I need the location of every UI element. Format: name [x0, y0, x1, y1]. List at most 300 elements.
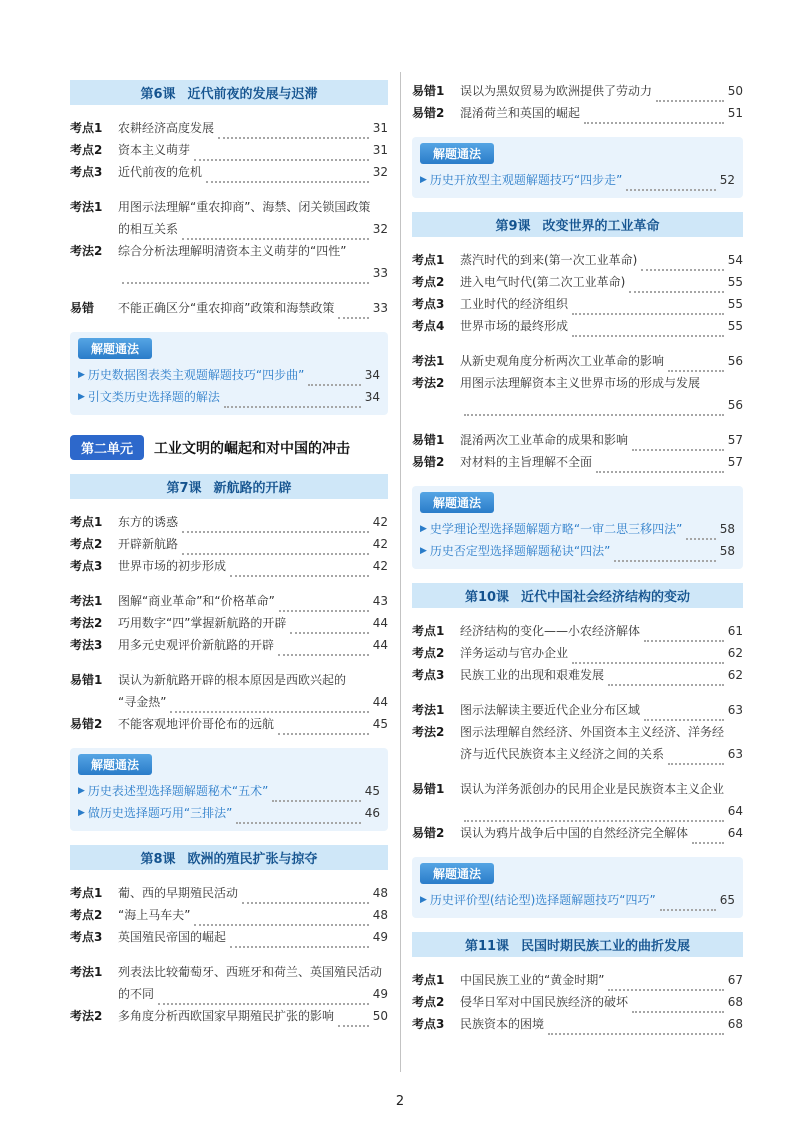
entry-label: 考点2 — [70, 537, 103, 551]
lesson-number: 第9课 — [495, 219, 531, 234]
entry-last-line — [460, 642, 743, 664]
toc-entry — [70, 926, 388, 948]
entry-body — [118, 961, 388, 1005]
entry-page-number: 49 — [372, 987, 388, 1001]
entry-label: 考法1 — [412, 354, 445, 368]
entry-page-number: 61 — [727, 624, 743, 638]
entry-body — [460, 822, 743, 844]
entry-body — [460, 991, 743, 1013]
lesson-header — [70, 845, 388, 870]
entry-last-line — [460, 969, 743, 991]
entry-text: 洋务运动与官办企业 — [460, 646, 569, 660]
entry-last-line — [118, 983, 388, 1005]
entry-body — [460, 620, 743, 642]
entry-group — [412, 620, 743, 686]
entry-last-line — [460, 315, 743, 337]
entry-page-number: 44 — [372, 638, 388, 652]
dot-leader — [218, 123, 369, 139]
tip-page-number: 34 — [364, 390, 380, 404]
toc-entry — [70, 533, 388, 555]
entry-body — [118, 511, 388, 533]
triangle-bullet-icon: ▶ — [78, 808, 85, 818]
entry-last-line — [118, 533, 388, 555]
entry-page-number: 56 — [727, 354, 743, 368]
entry-last-line — [118, 713, 388, 735]
entry-label: 考点3 — [70, 165, 103, 179]
entry-page-number: 42 — [372, 515, 388, 529]
toc-entry — [412, 991, 743, 1013]
entry-page-number: 31 — [372, 143, 388, 157]
dot-leader — [338, 1011, 369, 1027]
entry-last-line — [118, 262, 388, 284]
entry-text: 民族工业的出现和艰难发展 — [460, 668, 605, 682]
dot-leader — [170, 697, 368, 713]
entry-page-number: 48 — [372, 908, 388, 922]
entry-group — [70, 590, 388, 656]
entry-body — [118, 196, 388, 240]
tip-page-number: 58 — [719, 544, 735, 558]
entry-text: 侵华日军对中国民族经济的破坏 — [460, 995, 629, 1009]
entry-last-line — [118, 590, 388, 612]
entry-last-line — [460, 699, 743, 721]
entry-page-number: 42 — [372, 559, 388, 573]
entry-label: 易错2 — [70, 717, 103, 731]
dot-leader — [584, 108, 724, 124]
entry-text: 图示法解读主要近代企业分布区域 — [460, 703, 641, 717]
entry-last-line — [460, 664, 743, 686]
dot-leader — [278, 719, 369, 735]
entry-label: 考法2 — [412, 376, 445, 390]
toc-entry — [412, 664, 743, 686]
entry-body — [460, 80, 743, 102]
entry-page-number: 44 — [372, 616, 388, 630]
entry-label: 易错1 — [412, 84, 445, 98]
entry-last-line — [118, 161, 388, 183]
lesson-number: 第11课 — [464, 939, 510, 954]
dot-leader — [548, 1019, 724, 1035]
toc-entry — [70, 590, 388, 612]
toc-entry — [70, 196, 388, 240]
tip-page-number: 45 — [364, 784, 380, 798]
entry-label: 考点2 — [70, 908, 103, 922]
entry-body — [118, 612, 388, 634]
entry-label: 考法2 — [412, 725, 445, 739]
dot-leader — [632, 435, 724, 451]
tip-text: 引文类历史选择题的解法 — [87, 390, 220, 404]
tip-page-number: 34 — [364, 368, 380, 382]
tip-text: 历史数据图表类主观题解题技巧“四步曲” — [87, 368, 305, 382]
lesson-title: 民国时期民族工业的曲折发展 — [521, 939, 691, 954]
entry-body — [118, 297, 388, 319]
entry-label: 考点3 — [412, 1017, 445, 1031]
entry-text: 巧用数字“四”掌握新航路的开辟 — [118, 616, 287, 630]
lesson-header — [412, 212, 743, 237]
unit-badge: 第二单元 — [70, 435, 144, 460]
dot-leader — [644, 626, 724, 642]
entry-body — [460, 778, 743, 822]
entry-body — [118, 882, 388, 904]
entry-page-number: 43 — [372, 594, 388, 608]
entry-body — [460, 642, 743, 664]
entry-body — [460, 721, 743, 765]
entry-body — [460, 699, 743, 721]
dot-leader — [206, 167, 369, 183]
toc-entry — [412, 969, 743, 991]
toc-entry — [412, 350, 743, 372]
toc-entry — [412, 451, 743, 473]
dot-leader — [242, 888, 369, 904]
entry-group — [412, 699, 743, 765]
toc-entry — [70, 612, 388, 634]
entry-text: 民族资本的困境 — [460, 1017, 545, 1031]
entry-group — [70, 961, 388, 1027]
dot-leader — [182, 224, 369, 240]
tips-badge: 解题通法 — [420, 492, 494, 513]
toc-entry — [70, 139, 388, 161]
entry-text: 不能正确区分“重农抑商”政策和海禁政策 — [118, 301, 335, 315]
toc-entry — [412, 315, 743, 337]
tip-entry — [78, 780, 380, 802]
entry-page-number: 62 — [727, 668, 743, 682]
entry-page-number: 55 — [727, 297, 743, 311]
entry-page-number: 49 — [372, 930, 388, 944]
entry-last-line — [118, 882, 388, 904]
dot-leader — [608, 975, 723, 991]
tip-text: 史学理论型选择题解题方略“一审二思三移四法” — [429, 522, 683, 536]
entry-body — [460, 429, 743, 451]
entry-page-number: 45 — [372, 717, 388, 731]
entry-group — [70, 882, 388, 948]
tip-entry — [78, 386, 380, 408]
toc-columns — [70, 80, 743, 1048]
dot-leader — [230, 561, 369, 577]
dot-leader — [632, 997, 724, 1013]
entry-group — [412, 249, 743, 337]
entry-page-number: 57 — [727, 455, 743, 469]
entry-last-line — [118, 926, 388, 948]
entry-text-line: 列表法比较葡萄牙、西班牙和荷兰、英国殖民活动 — [118, 965, 383, 979]
dot-leader — [279, 596, 369, 612]
entry-text: 图解“商业革命”和“价格革命” — [118, 594, 275, 608]
tips-badge: 解题通法 — [78, 338, 152, 359]
tip-page-number: 65 — [719, 893, 735, 907]
entry-text-line: 误认为新航路开辟的根本原因是西欧兴起的 — [118, 673, 347, 687]
dot-leader — [660, 895, 716, 911]
entry-page-number: 51 — [727, 106, 743, 120]
entry-last-line — [118, 139, 388, 161]
entry-body — [460, 293, 743, 315]
page-number: 2 — [395, 1094, 405, 1109]
entry-last-line — [460, 350, 743, 372]
entry-last-line — [118, 297, 388, 319]
entry-body — [118, 669, 388, 713]
entry-label: 考点1 — [70, 515, 103, 529]
tip-entry — [420, 518, 735, 540]
tips-badge: 解题通法 — [78, 754, 152, 775]
tip-entry — [420, 540, 735, 562]
entry-label: 考点3 — [412, 297, 445, 311]
toc-entry — [412, 372, 743, 416]
tip-page-number: 58 — [719, 522, 735, 536]
entry-text-line: 误认为洋务派创办的民用企业是民族资本主义企业 — [460, 782, 725, 796]
entry-page-number: 64 — [727, 826, 743, 840]
dot-leader — [236, 808, 360, 824]
entry-last-line — [460, 822, 743, 844]
toc-entry — [70, 117, 388, 139]
toc-entry — [412, 642, 743, 664]
entry-page-number: 64 — [727, 804, 743, 818]
lesson-header — [70, 80, 388, 105]
tips-badge: 解题通法 — [420, 863, 494, 884]
dot-leader — [182, 517, 369, 533]
toc-entry — [70, 240, 388, 284]
entry-group — [70, 117, 388, 183]
dot-leader — [686, 524, 715, 540]
dot-leader — [194, 910, 368, 926]
entry-body — [460, 271, 743, 293]
entry-text: 资本主义萌芽 — [118, 143, 191, 157]
tip-text: 做历史选择题巧用“三排法” — [87, 806, 233, 820]
entry-page-number: 54 — [727, 253, 743, 267]
entry-last-line — [460, 80, 743, 102]
dot-leader — [572, 321, 724, 337]
lesson-title: 新航路的开辟 — [213, 481, 292, 496]
entry-page-number: 68 — [727, 995, 743, 1009]
entry-label: 考法1 — [70, 200, 103, 214]
dot-leader — [290, 618, 368, 634]
toc-entry — [70, 297, 388, 319]
entry-page-number: 33 — [372, 301, 388, 315]
entry-page-number: 50 — [372, 1009, 388, 1023]
entry-label: 考法2 — [70, 244, 103, 258]
entry-last-line — [118, 612, 388, 634]
entry-text: 世界市场的初步形成 — [118, 559, 227, 573]
unit-title: 工业文明的崛起和对中国的冲击 — [154, 440, 351, 457]
entry-group — [412, 350, 743, 416]
entry-body — [118, 161, 388, 183]
dot-leader — [572, 648, 724, 664]
entry-body — [460, 315, 743, 337]
entry-body — [460, 249, 743, 271]
dot-leader — [122, 268, 369, 284]
entry-last-line — [118, 511, 388, 533]
entry-last-line — [460, 429, 743, 451]
entry-body — [460, 664, 743, 686]
entry-page-number: 57 — [727, 433, 743, 447]
entry-text: 误以为黑奴贸易为欧洲提供了劳动力 — [460, 84, 653, 98]
dot-leader — [614, 546, 715, 562]
tip-text: 历史否定型选择题解题秘诀“四法” — [429, 544, 611, 558]
entry-group — [70, 297, 388, 319]
toc-column-right — [412, 80, 743, 1048]
entry-body — [118, 1005, 388, 1027]
entry-text: 葡、西的早期殖民活动 — [118, 886, 239, 900]
entry-text: 中国民族工业的“黄金时期” — [460, 973, 605, 987]
lesson-number: 第7课 — [166, 481, 202, 496]
unit-header — [70, 435, 388, 460]
entry-label: 易错1 — [412, 433, 445, 447]
toc-entry — [70, 511, 388, 533]
entry-label: 考点3 — [70, 559, 103, 573]
entry-text-line: 图示法理解自然经济、外国资本主义经济、洋务经 — [460, 725, 725, 739]
entry-last-line — [460, 991, 743, 1013]
lesson-header — [412, 932, 743, 957]
entry-label: 考点2 — [412, 646, 445, 660]
entry-text: 进入电气时代(第二次工业革命) — [460, 275, 626, 289]
toc-entry — [412, 1013, 743, 1035]
dot-leader — [572, 299, 724, 315]
entry-group — [70, 511, 388, 577]
entry-last-line — [118, 1005, 388, 1027]
entry-label: 考点2 — [412, 995, 445, 1009]
entry-page-number: 62 — [727, 646, 743, 660]
entry-text: 对材料的主旨理解不全面 — [460, 455, 593, 469]
entry-page-number: 48 — [372, 886, 388, 900]
entry-last-line — [460, 102, 743, 124]
entry-label: 考点1 — [70, 886, 103, 900]
entry-text: 混淆荷兰和英国的崛起 — [460, 106, 581, 120]
tips-badge: 解题通法 — [420, 143, 494, 164]
entry-body — [118, 590, 388, 612]
entry-label: 易错1 — [70, 673, 103, 687]
toc-entry — [70, 634, 388, 656]
entry-last-line — [460, 1013, 743, 1035]
entry-text: 多角度分析西欧国家早期殖民扩张的影响 — [118, 1009, 335, 1023]
entry-text: 经济结构的变化——小农经济解体 — [460, 624, 641, 638]
tip-page-number: 46 — [364, 806, 380, 820]
dot-leader — [629, 277, 723, 293]
triangle-bullet-icon: ▶ — [420, 524, 427, 534]
triangle-bullet-icon: ▶ — [78, 392, 85, 402]
lesson-title: 近代前夜的发展与迟滞 — [187, 87, 318, 102]
entry-label: 考点3 — [70, 930, 103, 944]
tip-entry — [78, 802, 380, 824]
triangle-bullet-icon: ▶ — [78, 370, 85, 380]
entry-last-line — [118, 691, 388, 713]
dot-leader — [464, 806, 724, 822]
entry-text: 近代前夜的危机 — [118, 165, 203, 179]
entry-text: 的相互关系 — [118, 222, 179, 236]
toc-entry — [70, 961, 388, 1005]
lesson-number: 第8课 — [140, 852, 176, 867]
toc-entry — [412, 293, 743, 315]
entry-label: 考法1 — [70, 965, 103, 979]
entry-text: “海上马车夫” — [118, 908, 191, 922]
entry-label: 考点1 — [70, 121, 103, 135]
entry-text: 农耕经济高度发展 — [118, 121, 215, 135]
entry-body — [460, 350, 743, 372]
entry-label: 考点2 — [70, 143, 103, 157]
toc-entry — [70, 669, 388, 713]
entry-page-number: 33 — [372, 266, 388, 280]
toc-entry — [412, 102, 743, 124]
column-divider — [400, 72, 401, 1072]
entry-text: 用多元史观评价新航路的开辟 — [118, 638, 275, 652]
entry-group — [412, 429, 743, 473]
entry-label: 考点2 — [412, 275, 445, 289]
entry-label: 考点4 — [412, 319, 445, 333]
entry-label: 考法2 — [70, 616, 103, 630]
dot-leader — [668, 356, 724, 372]
entry-body — [460, 1013, 743, 1035]
dot-leader — [230, 932, 369, 948]
entry-body — [460, 102, 743, 124]
toc-entry — [412, 778, 743, 822]
entry-body — [118, 926, 388, 948]
dot-leader — [656, 86, 724, 102]
dot-leader — [278, 640, 369, 656]
entry-page-number: 50 — [727, 84, 743, 98]
tip-text: 历史评价型(结论型)选择题解题技巧“四巧” — [429, 893, 656, 907]
entry-last-line — [460, 800, 743, 822]
toc-entry — [70, 161, 388, 183]
entry-group — [70, 196, 388, 284]
entry-body — [460, 372, 743, 416]
entry-page-number: 44 — [372, 695, 388, 709]
entry-body — [118, 533, 388, 555]
entry-label: 易错1 — [412, 782, 445, 796]
entry-body — [118, 117, 388, 139]
entry-text-line: 用图示法理解“重农抑商”、海禁、闭关锁国政策 — [118, 200, 371, 214]
tips-panel — [412, 857, 743, 918]
tips-panel — [70, 332, 388, 415]
toc-entry — [70, 713, 388, 735]
entry-label: 考点1 — [412, 624, 445, 638]
entry-text: 的不同 — [118, 987, 155, 1001]
entry-label: 易错2 — [412, 106, 445, 120]
tip-page-number: 52 — [719, 173, 735, 187]
entry-text: 混淆两次工业革命的成果和影响 — [460, 433, 629, 447]
dot-leader — [644, 705, 724, 721]
entry-page-number: 56 — [727, 398, 743, 412]
tips-panel — [412, 486, 743, 569]
toc-entry — [412, 721, 743, 765]
dot-leader — [158, 989, 369, 1005]
lesson-title: 近代中国社会经济结构的变动 — [521, 590, 691, 605]
entry-last-line — [118, 634, 388, 656]
entry-label: 考法1 — [412, 703, 445, 717]
dot-leader — [194, 145, 369, 161]
tips-panel — [412, 137, 743, 198]
entry-last-line — [460, 249, 743, 271]
entry-text: 蒸汽时代的到来(第一次工业革命) — [460, 253, 638, 267]
entry-label: 考点3 — [412, 668, 445, 682]
dot-leader — [308, 370, 360, 386]
toc-column-left — [70, 80, 388, 1048]
lesson-title: 改变世界的工业革命 — [542, 219, 660, 234]
tip-entry — [420, 169, 735, 191]
entry-label: 考法3 — [70, 638, 103, 652]
toc-entry — [412, 620, 743, 642]
dot-leader — [224, 392, 361, 408]
lesson-header — [70, 474, 388, 499]
entry-body — [118, 240, 388, 284]
entry-last-line — [460, 451, 743, 473]
tip-text: 历史开放型主观题解题技巧“四步走” — [429, 173, 623, 187]
entry-page-number: 63 — [727, 703, 743, 717]
entry-body — [118, 139, 388, 161]
entry-group — [412, 80, 743, 124]
entry-text-line: 用图示法理解资本主义世界市场的形成与发展 — [460, 376, 701, 390]
entry-body — [118, 713, 388, 735]
entry-body — [118, 634, 388, 656]
dot-leader — [272, 786, 360, 802]
toc-entry — [412, 80, 743, 102]
triangle-bullet-icon: ▶ — [420, 895, 427, 905]
entry-page-number: 31 — [372, 121, 388, 135]
entry-text: 英国殖民帝国的崛起 — [118, 930, 227, 944]
entry-text: 误认为鸦片战争后中国的自然经济完全解体 — [460, 826, 689, 840]
